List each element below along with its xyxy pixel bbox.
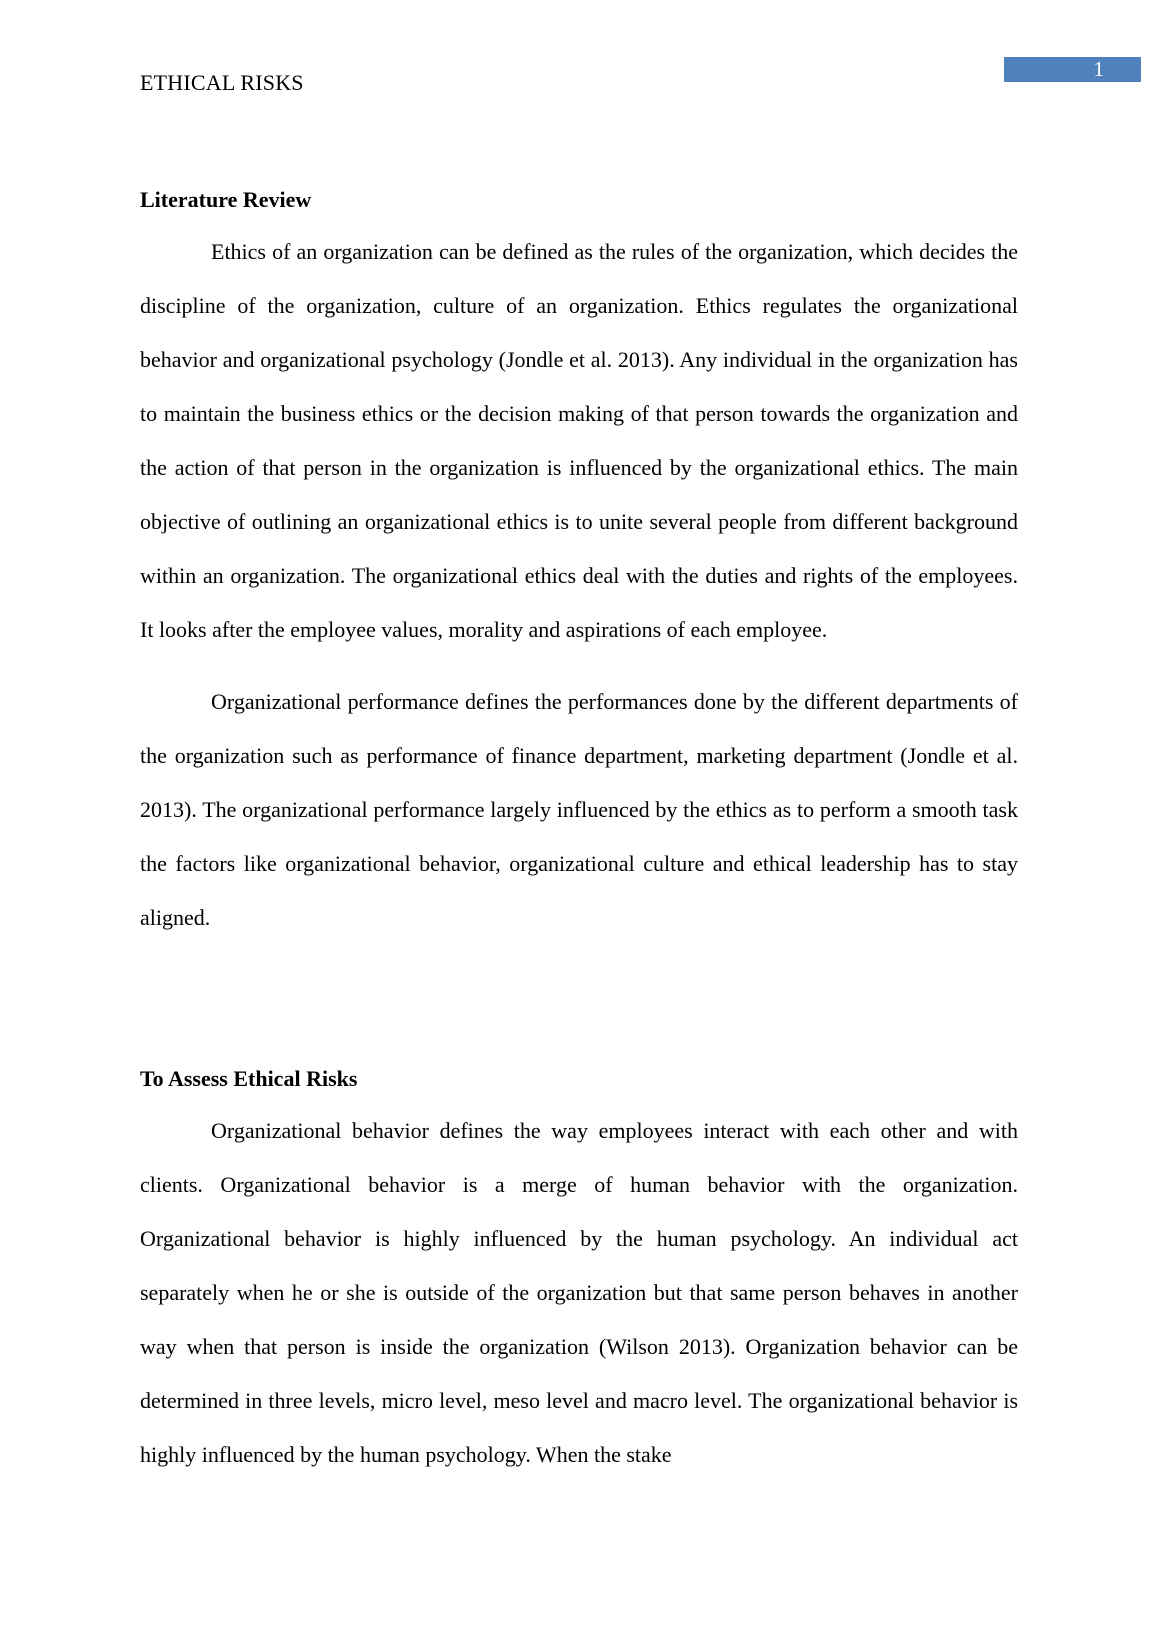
paragraph: Organizational behavior defines the way employees interact with each other and with clients. Organizational behavior is a merge of human behavior with the organization. Organizational behavior is highly influenced by the human psychology. An individual act separately when he or she is outside of the organization but that same person behaves in another way when that person is inside the organization (Wilson 2013). Organization behavior can be determined in three levels, micro level, meso level and macro level. The organizational behavior is highly influenced by the human psychology. When the stake <box>140 1118 1018 1467</box>
page-number-badge: 1 <box>1004 57 1141 82</box>
section-heading-literature-review: Literature Review <box>140 187 312 212</box>
section-body-assess-ethical-risks <box>140 1104 1018 1482</box>
section-body-literature-review <box>140 225 1018 945</box>
paragraph: Organizational performance defines the performances done by the different departments of the organization such as performance of finance department, marketing department (Jondle et al. 2013). The organizational performance largely influenced by the ethics as to perform a smooth task the factors like organizational behavior, organizational culture and ethical leadership has to stay aligned. <box>140 689 1018 930</box>
paragraph: Ethics of an organization can be defined as the rules of the organization, which decides the discipline of the organization, culture of an organization. Ethics regulates the organizational behavior and organizational psychology (Jondle et al. 2013). Any individual in the organization has to maintain the business ethics or the decision making of that person towards the organization and the action of that person in the organization is influenced by the organizational ethics. The main objective of outlining an organizational ethics is to unite several people from different background within an organization. The organizational ethics deal with the duties and rights of the employees. It looks after the employee values, morality and aspirations of each employee. <box>140 239 1018 642</box>
section-heading-assess-ethical-risks: To Assess Ethical Risks <box>140 1066 358 1091</box>
running-head: ETHICAL RISKS <box>140 70 304 95</box>
